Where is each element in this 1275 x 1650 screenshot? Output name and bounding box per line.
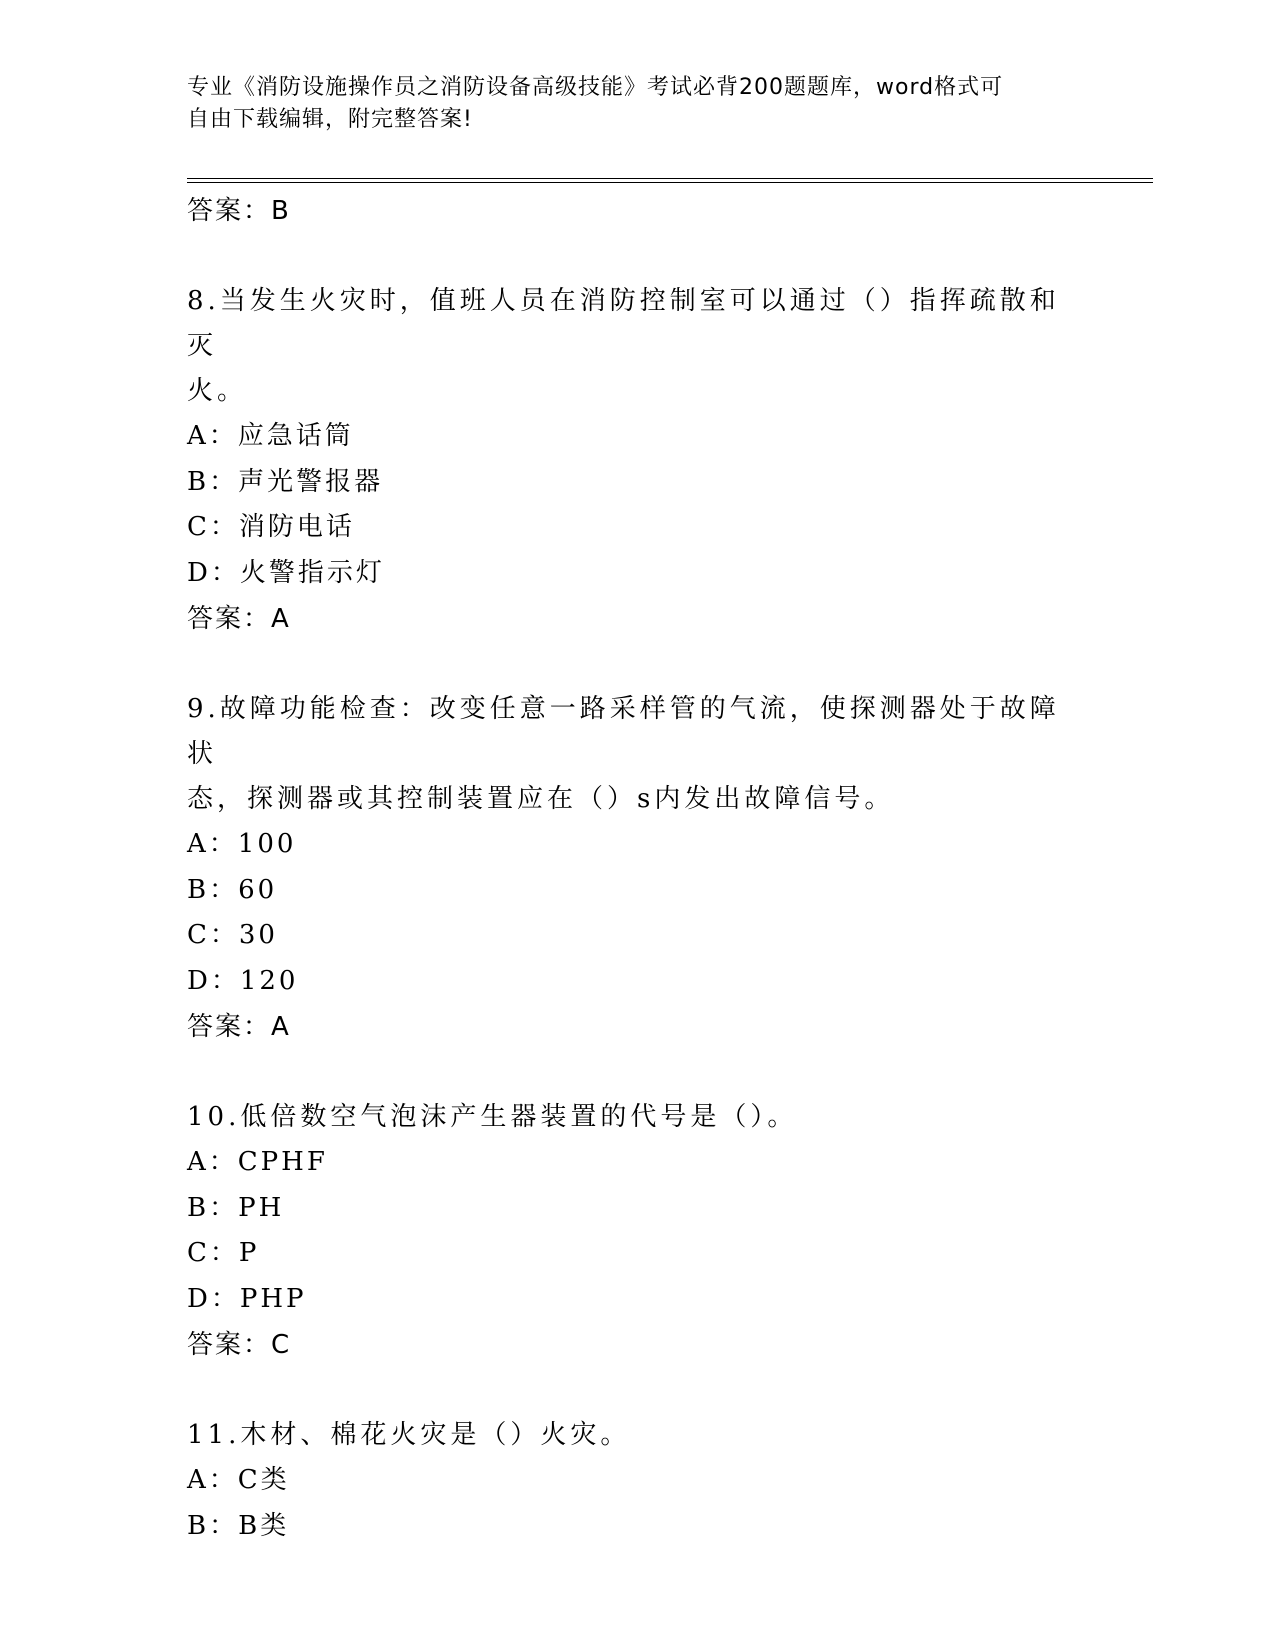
question-9-option-b: B：60 bbox=[187, 874, 278, 905]
question-10-option-a: A：CPHF bbox=[187, 1147, 328, 1177]
header-divider-top bbox=[187, 178, 1153, 179]
question-list bbox=[187, 188, 1087, 1549]
question-9-option-d: D：120 bbox=[187, 965, 299, 996]
header-line-1: 专业《消防设施操作员之消防设备高级技能》考试必背200题题库，word格式可 bbox=[187, 75, 1004, 100]
spacer bbox=[187, 1050, 1087, 1095]
question-11 bbox=[187, 1413, 1087, 1549]
question-8-option-b: B：声光警报器 bbox=[187, 466, 384, 497]
question-9-text-line-2: 态，探测器或其控制装置应在（）s内发出故障信号。 bbox=[187, 784, 895, 814]
spacer bbox=[187, 642, 1087, 687]
question-8 bbox=[187, 279, 1087, 642]
question-9 bbox=[187, 687, 1087, 1050]
answer-7: 答案：B bbox=[187, 196, 291, 226]
question-11-option-a: A：C类 bbox=[187, 1465, 290, 1495]
question-9-option-a: A：100 bbox=[187, 829, 297, 859]
header-line-2: 自由下载编辑，附完整答案! bbox=[187, 107, 473, 132]
question-11-option-b: B：B类 bbox=[187, 1510, 290, 1541]
header-divider-bottom bbox=[187, 182, 1153, 183]
answer-10: 答案：C bbox=[187, 1330, 292, 1360]
question-8-option-d: D：火警指示灯 bbox=[187, 557, 385, 588]
question-10-option-c: C：P bbox=[187, 1238, 260, 1268]
spacer bbox=[187, 1368, 1087, 1413]
question-8-text-line-2: 火。 bbox=[187, 376, 248, 406]
question-8-option-c: C：消防电话 bbox=[187, 512, 355, 542]
answer-8: 答案：A bbox=[187, 604, 291, 634]
question-9-option-c: C：30 bbox=[187, 920, 278, 950]
question-10-option-b: B：PH bbox=[187, 1192, 285, 1223]
question-9-text-line-1: 9.故障功能检查：改变任意一路采样管的气流，使探测器处于故障状 bbox=[187, 694, 1060, 769]
document-header bbox=[187, 72, 1067, 136]
question-8-text-line-1: 8.当发生火灾时，值班人员在消防控制室可以通过（）指挥疏散和灭 bbox=[187, 286, 1060, 361]
spacer bbox=[187, 234, 1087, 279]
question-10-option-d: D：PHP bbox=[187, 1283, 307, 1314]
question-10-text: 10.低倍数空气泡沫产生器装置的代号是（）。 bbox=[187, 1102, 798, 1132]
question-11-text: 11.木材、棉花火灾是（）火灾。 bbox=[187, 1420, 631, 1450]
question-10 bbox=[187, 1095, 1087, 1368]
question-8-option-a: A：应急话筒 bbox=[187, 421, 354, 451]
answer-9: 答案：A bbox=[187, 1012, 291, 1042]
